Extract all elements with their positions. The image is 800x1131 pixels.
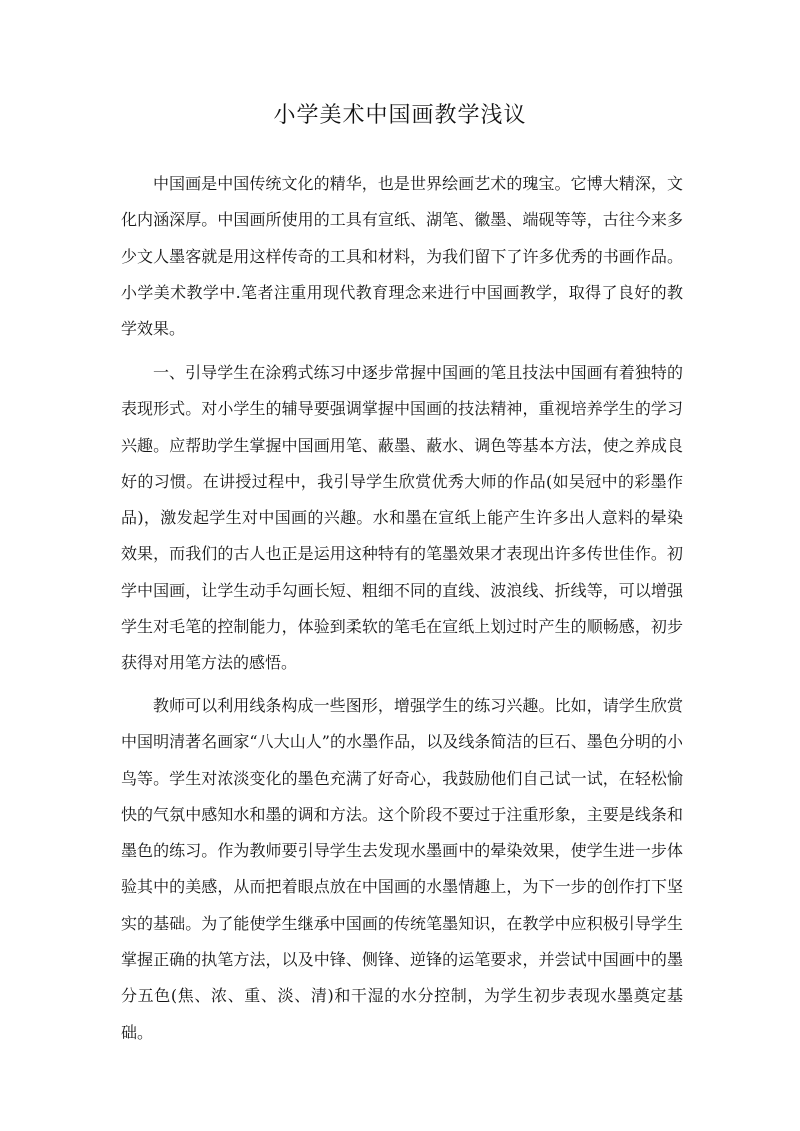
paragraph-intro: 中国画是中国传统文化的精华，也是世界绘画艺术的瑰宝。它博大精深，文化内涵深厚。中国画所使用的工具有宣纸、湖笔、徽墨、端砚等等，古往今来多少文人墨客就是用这样传奇的工具和材料，为我们留下了许多优秀的书画作品。小学美术教学中.笔者注重用现代教育理念来进行中国画教学，取得了良好的教学效果。 <box>121 174 683 339</box>
paragraph-section-one: 一、引导学生在涂鸦式练习中逐步常握中国画的笔且技法中国画有着独特的表现形式。对小学生的辅导要强调掌握中国画的技法精神，重视培养学生的学习兴趣。应帮助学生掌握中国画用笔、蔽墨、蔽水、调色等基本方法，使之养成良好的习惯。在讲授过程中，我引导学生欣赏优秀大师的作品(如吴冠中的彩墨作品)，激发起学生对中国画的兴趣。水和墨在宣纸上能产生许多出人意料的晕染效果，而我们的古人也正是运用这种特有的笔墨效果才表现出许多传世佳作。初学中国画，让学生动手勾画长短、粗细不同的直线、波浪线、折线等，可以增强学生对毛笔的控制能力，体验到柔软的笔毛在宣纸上划过时产生的顺畅感，初步获得对用笔方法的感悟。 <box>121 363 683 673</box>
document-title: 小学美术中国画教学浅议 <box>273 103 527 128</box>
paragraph-line-practice: 教师可以利用线条构成一些图形，增强学生的练习兴趣。比如，请学生欣赏中国明清著名画家“八大山人”的水墨作品，以及线条简洁的巨石、墨色分明的小鸟等。学生对浓淡变化的墨色充满了好奇心，我鼓励他们自己试一试，在轻松愉快的气氛中感知水和墨的调和方法。这个阶段不要过于注重形象，主要是线条和墨色的练习。作为教师要引导学生去发现水墨画中的晕染效果，使学生进一步体验其中的美感，从而把着眼点放在中国画的水墨情趣上，为下一步的创作打下坚实的基础。为了能使学生继承中国画的传统笔墨知识，在教学中应积极引导学生掌握正确的执笔方法，以及中锋、侧锋、逆锋的运笔要求，并尝试中国画中的墨分五色(焦、浓、重、淡、清)和干湿的水分控制，为学生初步表现水墨奠定基础。 <box>121 696 683 1042</box>
